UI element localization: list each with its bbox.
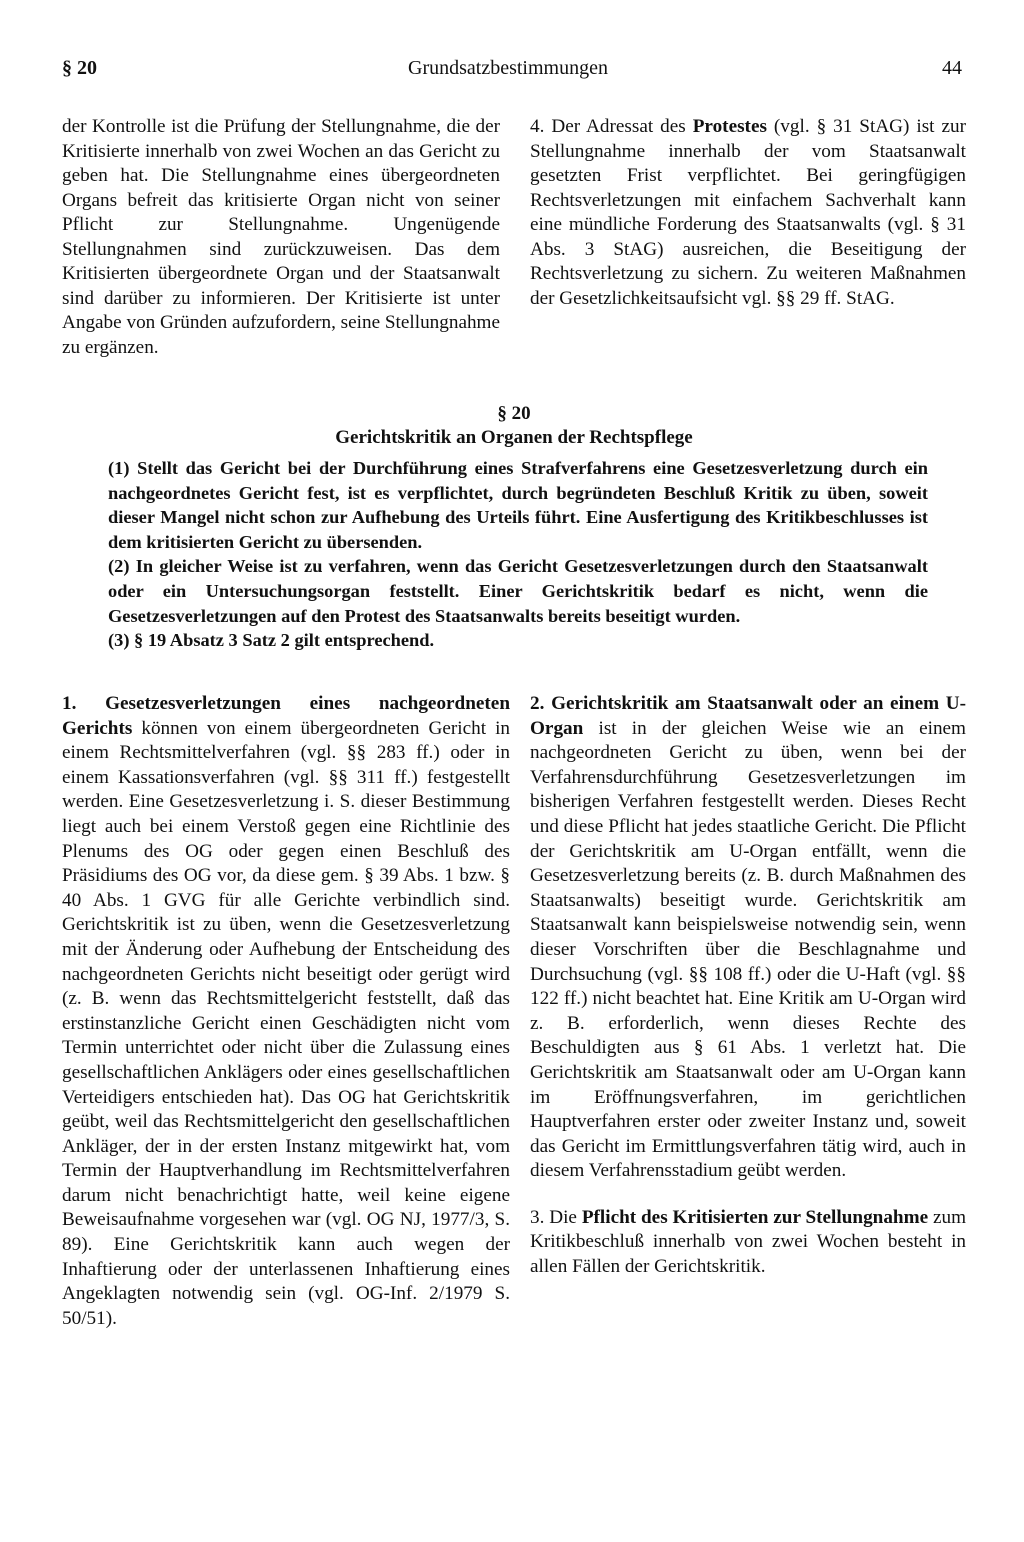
note-3-text: zum Kritikbeschluß innerhalb von zwei Wochen besteht in allen Fällen der Gerichtskritik. [530,1206,966,1278]
note-1-paragraph [62,692,510,1331]
note-3-heading: Pflicht des Kritisierten zur Stellungnahme [581,1206,929,1228]
note-3-lead: 3. Die [530,1206,582,1228]
section-title: Gerichtskritik an Organen der Rechtspflege [335,427,693,448]
commentary-right-column [530,692,966,1280]
statute-paragraph-1: (1) Stellt das Gericht bei der Durchführung eines Strafverfahrens eine Gesetzesverletzung durch ein nachgeordnetes Gericht fest, ist es verpflichtet, durch begründeten Beschluß Kritik zu üben, soweit dieser Mangel nicht schon zur Aufhebung des Urteils führt. Eine Ausfertigung des Kritikbeschlusses ist dem kritisierten Gericht zu übersenden. [108,458,928,552]
section-heading [62,402,966,450]
paragraph-gap [530,1184,966,1206]
page-number: 44 [942,57,962,79]
continued-paragraph: der Kontrolle ist die Prüfung der Stellungnahme, die der Kritisierte innerhalb von zwei Wochen an das Gericht zu geben hat. Die Stellungnahme eines übergeordneten Organs befreit das kritisierte Organ nicht von seiner Pflicht zur Stellungnahme. Ungenügende Stellungnahmen sind zurückzuweisen. Das dem Kritisierten übergeordnete Organ und der Staatsanwalt sind darüber zu informieren. Der Kritisierte ist unter Angabe von Gründen aufzufordern, seine Stellungnahme zu ergänzen. [62,116,500,358]
note-1-heading: 1. Gesetzesverletzungen eines nachgeordneten Gerichts [62,693,510,739]
note-4-keyword: Protestes [692,116,767,137]
header-section-ref: § 20 [62,57,97,79]
note-3-paragraph [530,1206,966,1280]
note-2-text: ist in der gleichen Weise wie an einem nachgeordneten Gericht zu üben, wenn bei der Verfahrensdurchführung Gesetzesverletzungen im bisherigen Verfahren festgestellt werden. Dieses Recht und diese Pflicht hat jedes staatliche Gericht. Die Pflicht der Gerichtskritik am U-Organ entfällt, wenn die Gesetzesverletzung bereits (z. B. durch Maßnahmen des Staatsanwalts) beseitigt wurde. Gerichtskritik am Staatsanwalt kann beispielsweise notwendig sein, wenn dieser Vorschriften über die Beschlagnahme und Durchsuchung (vgl. §§ 108 ff.) oder die U-Haft (vgl. §§ 122 ff.) nicht beachtet hat. Eine Kritik am U-Organ wird z. B. erforderlich, wenn dieses Rechte des Beschuldigten aus § 61 Abs. 1 verletzt hat. Die Gerichtskritik am Staatsanwalt oder am U-Organ kann im Eröffnungsverfahren, im gerichtlichen Hauptverfahren erster oder zweiter Instanz und, soweit das Gericht im Ermittlungsverfahren tätig wird, auch in diesem Verfahrensstadium geübt werden. [530,717,966,1182]
running-header [0,57,1024,91]
commentary-left-column [62,692,510,1331]
note-2-heading: 2. Gerichtskritik am Staatsanwalt oder an einem U-Organ [530,693,966,739]
top-right-column [530,115,966,311]
note-1-text: können von einem übergeordneten Gericht in einem Rechtsmittelverfahren (vgl. §§ 283 ff.) oder in einem Kassationsverfahren (vgl. §§ 311 ff.) festgestellt werden. Eine Gesetzesverletzung i. S. dieser Bestimmung liegt auch bei einem Verstoß gegen eine Richtlinie des Plenums des OG oder gegen einen Beschluß des Präsidiums des OG vor, da diese gem. § 39 Abs. 1 bzw. § 40 Abs. 1 GVG für alle Gerichte verbindlich sind. Gerichtskritik ist zu üben, wenn die Gesetzesverletzung mit der Änderung oder Aufhebung der Entscheidung des nachgeordneten Gerichts nicht beseitigt oder gerügt wird (z. B. wenn das Rechtsmittelgericht feststellt, daß das erstinstanzliche Gericht einen Geschädigten nicht vom Termin unterrichtet oder nicht über die Zulassung eines gesellschaftlichen Anklägers oder eines gesellschaftlichen Verteidigers entschieden hat). Das OG hat Gerichtskritik geübt, weil das Rechtsmittelgericht den gesellschaftlichen Ankläger, der in der ersten Instanz mitgewirkt hat, vom Termin der Hauptverhandlung im Rechtsmittelverfahren darum nicht benachrichtigt hatte, weil keine eigene Beweisaufnahme vorgesehen war (vgl. OG NJ, 1977/3, S. 89). Eine Gerichtskritik kann auch wegen der Inhaftierung oder der unterlassenen Inhaftierung eines Angeklagten notwendig sein (vgl. OG-Inf. 2/1979 S. 50/51). [62,717,510,1329]
section-number: § 20 [497,403,531,424]
note-2-paragraph [530,692,966,1184]
statute-paragraph-2: (2) In gleicher Weise ist zu verfahren, wenn das Gericht Gesetzesverletzungen durch den Staatsanwalt oder ein Untersuchungsorgan feststellt. Einer Gerichtskritik bedarf es nicht, wenn die Gesetzesverletzungen auf den Protest des Staatsanwalts bereits beseitigt wurden. [108,556,928,626]
statute-text [108,456,928,653]
top-left-column [62,115,500,360]
note-4-lead: 4. Der Adressat des [530,116,693,137]
header-title: Grundsatzbestimmungen [408,57,608,79]
note-4-paragraph [530,115,966,311]
note-4-text: (vgl. § 31 StAG) ist zur Stellungnahme innerhalb der vom Staatsanwalt gesetzten Frist verpflichtet. Bei geringfügigen Rechtsverletzungen mit einfachem Sachverhalt kann eine mündliche Forderung des Staatsanwalts (vgl. § 31 Abs. 3 StAG) ausreichen, die Beseitigung der Rechtsverletzung zu sichern. Zu weiteren Maßnahmen der Gesetzlichkeitsaufsicht vgl. §§ 29 ff. StAG. [530,116,966,309]
statute-paragraph-3: (3) § 19 Absatz 3 Satz 2 gilt entsprechend. [108,630,435,651]
